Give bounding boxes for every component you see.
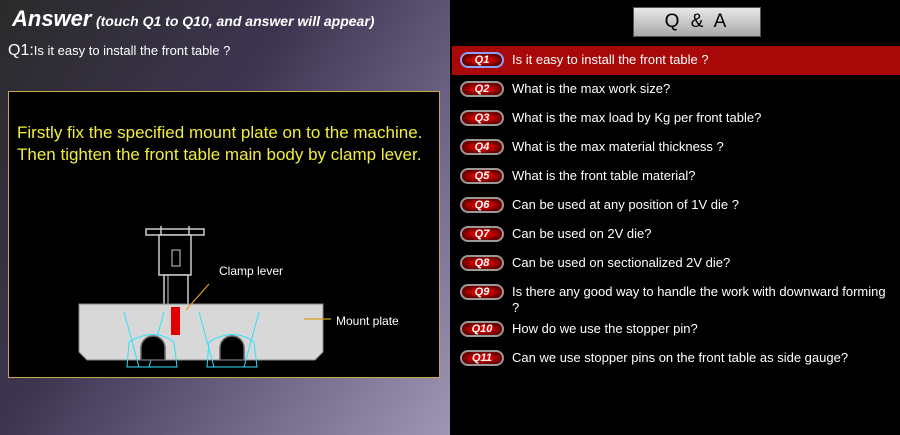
question-badge-icon[interactable]: Q2 [460, 81, 504, 97]
question-badge-icon[interactable]: Q11 [460, 350, 504, 366]
clamp-lever-label: Clamp lever [219, 264, 284, 278]
question-text[interactable]: Is there any good way to handle the work with downward forming ? [512, 284, 886, 315]
answer-text-line-2: Then tighten the front table main body by clamp lever. [17, 145, 422, 164]
question-text[interactable]: How do we use the stopper pin? [512, 321, 698, 336]
question-text[interactable]: What is the front table material? [512, 168, 696, 183]
question-badge-icon[interactable]: Q1 [460, 52, 504, 68]
question-text[interactable]: Can be used at any position of 1V die ? [512, 197, 739, 212]
question-row-q8[interactable] [452, 249, 900, 278]
question-text[interactable]: What is the max load by Kg per front table? [512, 110, 762, 125]
question-text[interactable]: Can be used on sectionalized 2V die? [512, 255, 731, 270]
question-badge-icon[interactable]: Q8 [460, 255, 504, 271]
current-question [8, 42, 230, 60]
question-row-q2[interactable] [452, 75, 900, 104]
answer-title: Answer [12, 6, 92, 31]
answer-text [17, 122, 427, 166]
question-row-q9[interactable] [452, 278, 900, 315]
question-text[interactable]: What is the max work size? [512, 81, 671, 96]
question-row-q6[interactable] [452, 191, 900, 220]
question-text[interactable]: Is it easy to install the front table ? [512, 52, 709, 67]
answer-text-line-1: Firstly fix the specified mount plate on to the machine. [17, 123, 423, 142]
question-text[interactable]: Can we use stopper pins on the front table as side gauge? [512, 350, 849, 365]
answer-header [12, 6, 374, 32]
mount-plate-label: Mount plate [336, 314, 399, 328]
question-text[interactable]: Can be used on 2V die? [512, 226, 652, 241]
question-row-q4[interactable] [452, 133, 900, 162]
question-badge-icon[interactable]: Q5 [460, 168, 504, 184]
question-badge-icon[interactable]: Q7 [460, 226, 504, 242]
question-row-q11[interactable] [452, 344, 900, 373]
question-text[interactable]: What is the max material thickness ? [512, 139, 724, 154]
question-badge-icon[interactable]: Q6 [460, 197, 504, 213]
current-question-number: Q1: [8, 42, 34, 59]
question-row-q3[interactable] [452, 104, 900, 133]
question-row-q7[interactable] [452, 220, 900, 249]
answer-subtitle: (touch Q1 to Q10, and answer will appear) [95, 13, 375, 29]
question-row-q1[interactable] [452, 46, 900, 75]
front-table-diagram [69, 222, 439, 372]
question-list [452, 46, 900, 373]
question-row-q10[interactable] [452, 315, 900, 344]
qa-button[interactable]: Q & A [633, 7, 761, 37]
question-row-q5[interactable] [452, 162, 900, 191]
question-badge-icon[interactable]: Q9 [460, 284, 504, 300]
answer-box [8, 91, 440, 378]
question-badge-icon[interactable]: Q4 [460, 139, 504, 155]
question-badge-icon[interactable]: Q3 [460, 110, 504, 126]
current-question-text: Is it easy to install the front table ? [33, 43, 231, 58]
question-badge-icon[interactable]: Q10 [460, 321, 504, 337]
